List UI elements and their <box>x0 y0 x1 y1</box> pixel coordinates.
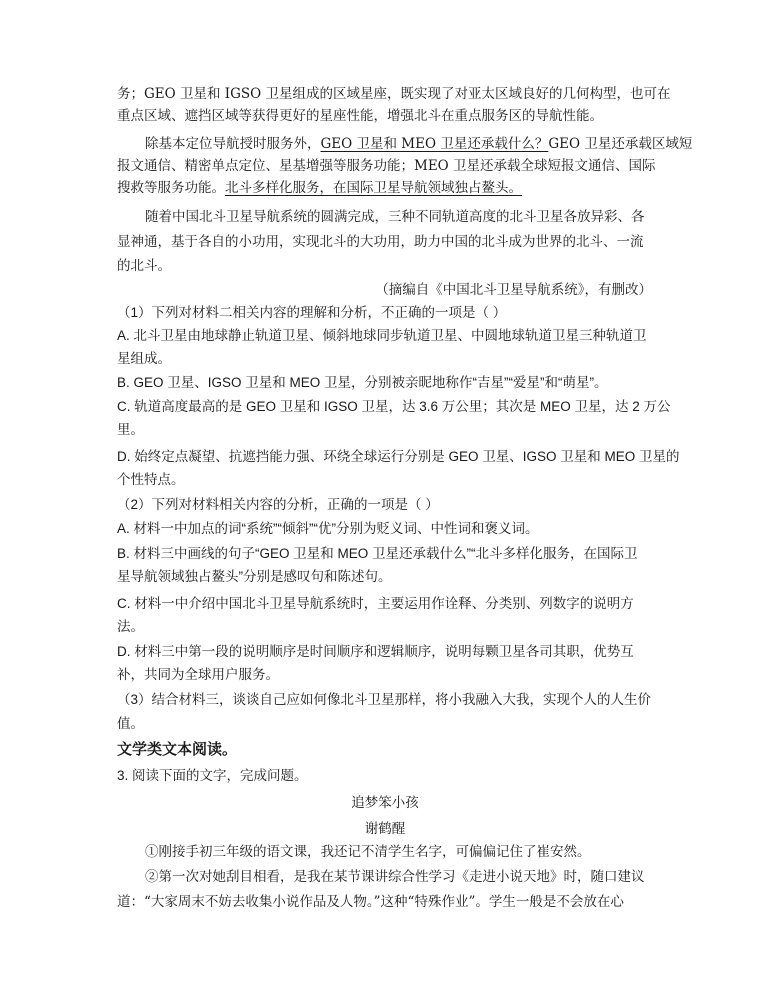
q1-option-a-line1: A. 北斗卫星由地球静止轨道卫星、倾斜地球同步轨道卫星、中圆地球轨道卫星三种轨道卫 <box>117 328 647 343</box>
text-segment: 搜救等服务功能。 <box>117 180 225 196</box>
source-citation: （摘编自《中国北斗卫星导航系统》，有删改） <box>375 282 652 297</box>
q2-option-d-line2: 补，共同为全球用户服务。 <box>117 667 279 682</box>
material3-p2-line2: 报文通信、精密单点定位、星基增强等服务功能；MEO 卫星还承载全球短报文通信、国际 <box>117 158 656 174</box>
q1-option-a-line2: 星组成。 <box>117 351 171 366</box>
q1-option-c-line1: C. 轨道高度最高的是 GEO 卫星和 IGSO 卫星，达 3.6 万公里；其次是 MEO 卫星，达 2 万公 <box>117 399 671 414</box>
material3-p3-line3: 的北斗。 <box>117 258 171 274</box>
q1-option-d-line2: 个性特点。 <box>117 472 185 487</box>
q2-stem: （2）下列对材料相关内容的分析，正确的一项是（ ） <box>117 497 439 512</box>
text-segment: 除基本定位导航授时服务外， <box>145 136 321 152</box>
material3-p3-line1: 随着中国北斗卫星导航系统的圆满完成，三种不同轨道高度的北斗卫星各放异彩、各 <box>145 209 645 225</box>
q2-option-c-line2: 法。 <box>117 619 144 634</box>
text-segment: GEO 卫星还承载区域短 <box>548 136 693 152</box>
q3-line1: （3）结合材料三，谈谈自己应如何像北斗卫星那样，将小我融入大我，实现个人的人生价 <box>117 692 652 707</box>
q2-option-c-line1: C. 材料一中介绍中国北斗卫星导航系统时，主要运用作诠释、分类别、列数字的说明方 <box>117 596 634 611</box>
story-para1: ①刚接手初三年级的语文课，我还记不清学生名字，可偏偏记住了崔安然。 <box>145 844 591 860</box>
q1-option-c-line2: 里。 <box>117 422 144 437</box>
section-heading: 文学类文本阅读。 <box>117 741 238 758</box>
q1-option-b: B. GEO 卫星、IGSO 卫星和 MEO 卫星，分别被亲昵地称作“吉星”“爱星”和“萌星”。 <box>117 375 608 390</box>
story-title: 追梦笨小孩 <box>351 795 419 811</box>
underlined-sentence-1: GEO 卫星和 MEO 卫星还承载什么？ <box>320 136 549 152</box>
q1-stem: （1）下列对材料二相关内容的理解和分析，不正确的一项是（ ） <box>117 305 507 320</box>
q2-option-d-line1: D. 材料三中第一段的说明顺序是时间顺序和逻辑顺序，说明每颗卫星各司其职，优势互 <box>117 644 634 659</box>
q2-option-b-line1: B. 材料三中画线的句子“GEO 卫星和 MEO 卫星还承载什么”“北斗多样化服务，在国际卫 <box>117 546 638 561</box>
material3-p3-line2: 显神通，基于各自的小功用，实现北斗的大功用，助力中国的北斗成为世界的北斗、一流 <box>117 234 644 250</box>
story-para2-line2: 道：“大家周末不妨去收集小说作品及人物。”这种“特殊作业”。学生一般是不会放在心 <box>117 894 624 910</box>
q2-option-b-line2: 星导航领域独占鳌头”分别是感叹句和陈述句。 <box>117 569 392 584</box>
section-instruction: 3. 阅读下面的文字，完成问题。 <box>117 768 308 783</box>
q1-option-d-line1: D. 始终定点凝望、抗遮挡能力强、环绕全球运行分别是 GEO 卫星、IGSO 卫星和 MEO 卫星的 <box>117 449 680 464</box>
story-para2-line1: ②第一次对她刮目相看，是我在某节课讲综合性学习《走进小说天地》时，随口建议 <box>145 869 645 885</box>
material3-p1-line1: 务；GEO 卫星和 IGSO 卫星组成的区域星座，既实现了对亚太区域良好的几何构型，也可在 <box>117 86 671 102</box>
material3-p2-line3 <box>117 178 522 198</box>
underlined-sentence-2: 北斗多样化服务，在国际卫星导航领域独占鳌头。 <box>225 180 522 196</box>
story-author: 谢鹤醒 <box>364 821 406 837</box>
material3-p1-line2: 重点区域、遮挡区域等获得更好的星座性能，增强北斗在重点服务区的导航性能。 <box>117 108 603 124</box>
q3-line2: 值。 <box>117 716 144 731</box>
q2-option-a: A. 材料一中加点的词“系统”“倾斜”“优”分别为贬义词、中性词和褒义词。 <box>117 521 539 536</box>
material3-p2-line1 <box>145 134 692 154</box>
